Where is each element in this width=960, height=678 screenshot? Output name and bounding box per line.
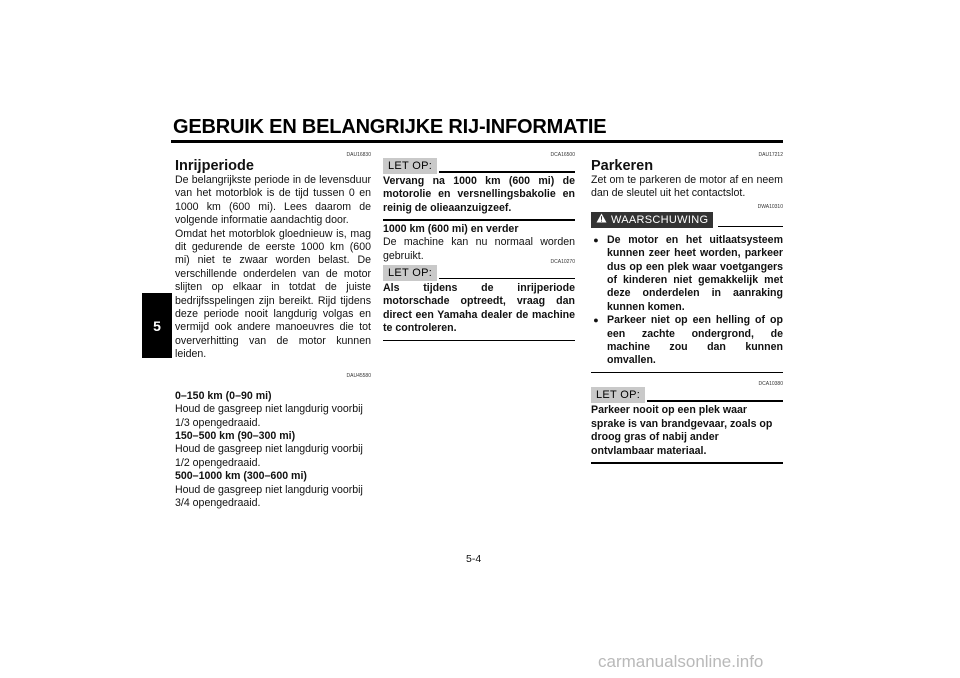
warning-triangle-icon (596, 212, 607, 228)
paragraph: Houd de gasgreep niet langdurig voorbij 1/3 opengedraaid. (175, 403, 363, 429)
watermark: carmanualsonline.info (598, 652, 764, 671)
warning-badge (591, 212, 713, 228)
subheading: 150–500 km (90–300 mi) (175, 429, 296, 442)
warning-text: De motor en het uitlaatsysteem kunnen zeer heet worden, parkeer dus op een plek waar voetgangers of kinderen niet gemakkelijk met deze onderdelen in aanraking kunnen komen. (607, 233, 783, 313)
chapter-tab: 5 (142, 293, 172, 358)
letop-badge: LET OP: (591, 387, 645, 403)
notice-text: Vervang na 1000 km (600 mi) de motorolie en versnellingsbakolie en reinig de olieaanzuigzeef. (383, 175, 575, 214)
page-number: 5-4 (466, 553, 482, 565)
bullet-dot-icon: ● (593, 234, 599, 245)
column-inrijperiode (175, 152, 371, 510)
subheading: 1000 km (600 mi) en verder (383, 222, 519, 235)
section-heading-inrijperiode: Inrijperiode (175, 158, 254, 174)
notice-end-rule (383, 340, 575, 342)
doc-code: DCA10380 (758, 381, 783, 388)
column-notices (383, 152, 575, 341)
letop-badge: LET OP: (383, 158, 437, 174)
paragraph: Houd de gasgreep niet langdurig voorbij 1/2 opengedraaid. (175, 443, 363, 469)
paragraph: De machine kan nu normaal worden gebruikt. (383, 236, 575, 262)
doc-code: DAU16830 (346, 152, 371, 158)
list-item (591, 314, 783, 368)
notice-text: Parkeer nooit op een plek waar sprake is van brandgevaar, zoals op droog gras of nabij ander ontvlambaar materiaal. (591, 404, 773, 457)
bullet-dot-icon: ● (593, 315, 599, 326)
paragraph: Houd de gasgreep niet langdurig voorbij 3/4 opengedraaid. (175, 483, 363, 509)
doc-code: DCA16500 (550, 152, 575, 158)
notice-end-rule (383, 219, 575, 221)
warning-header (591, 212, 783, 230)
column-parkeren (591, 152, 783, 464)
letop-badge: LET OP: (383, 265, 437, 281)
header-rule (171, 140, 783, 143)
warning-text: Parkeer niet op een helling of op een zachte ondergrond, de machine zou dan kunnen omvallen. (607, 314, 783, 367)
subheading: 0–150 km (0–90 mi) (175, 389, 272, 402)
doc-code: DAU45580 (346, 372, 371, 379)
paragraph: Omdat het motorblok gloednieuw is, mag dit gedurende de eerste 1000 km (600 mi) niet te zwaar worden belast. De verschillende onderdelen van de motor slijten op elkaar in totdat de juiste bedrijfsspelingen zijn bereikt. Rijd tijdens deze periode nooit langdurig volgas en vermijd ook andere manoeuvres die tot oververhitting van de motor kunnen leiden. (175, 227, 371, 361)
notice-rule (647, 400, 783, 402)
notice-header (591, 387, 783, 404)
doc-code: DWA10310 (757, 203, 783, 210)
warning-end-rule (591, 372, 783, 374)
notice-header (383, 158, 575, 175)
notice-text: Als tijdens de inrijperiode motorschade optreedt, vraag dan direct een Yamaha dealer de machine te controleren. (383, 281, 575, 335)
warning-rule (718, 226, 783, 228)
paragraph: Zet om te parkeren de motor af en neem dan de sleutel uit het contactslot. (591, 174, 783, 200)
notice-header (383, 265, 575, 282)
list-item (591, 234, 783, 314)
page-title: GEBRUIK EN BELANGRIJKE RIJ-INFORMATIE (173, 116, 607, 138)
notice-end-rule (591, 462, 783, 464)
subheading: 500–1000 km (300–600 mi) (175, 470, 307, 483)
warning-label: WAARSCHUWING (611, 213, 709, 226)
notice-rule (439, 278, 575, 280)
doc-code: DAU17212 (758, 152, 783, 158)
doc-code: DCA10270 (550, 258, 575, 265)
section-heading-parkeren: Parkeren (591, 158, 654, 174)
notice-rule (439, 171, 575, 173)
paragraph: De belangrijkste periode in de levensduur van het motorblok is de tijd tussen 0 en 1000 km (600 mi). Lees daarom de volgende informatie aandachtig door. (175, 174, 371, 227)
